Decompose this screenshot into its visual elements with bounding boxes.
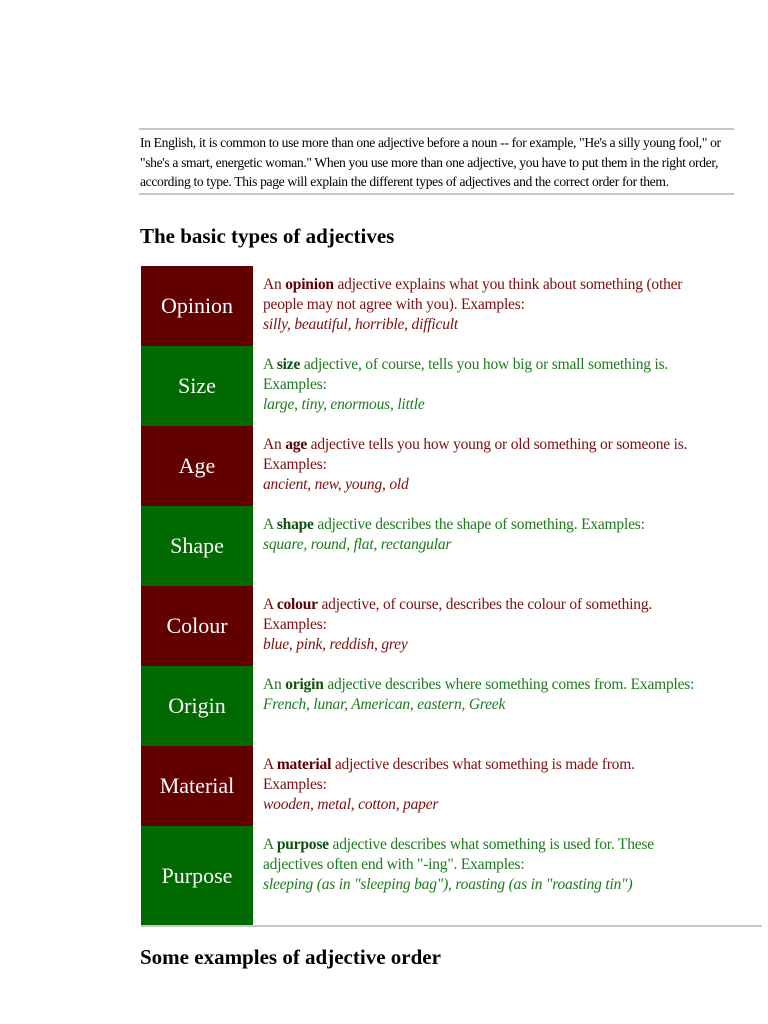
type-keyword: purpose [276,836,329,853]
description-prefix: An [263,436,286,453]
type-label-cell: Size [141,346,253,426]
description-text: adjective, of course, tells you how big or small something is. Examples: [263,356,669,393]
examples-text: blue, pink, reddish, grey [263,636,408,653]
type-keyword: material [276,756,332,773]
description-text: adjective describes where something comes from. Examples: [323,676,695,693]
description-text: adjective describes what something is made from. Examples: [263,756,635,793]
table-row-origin [141,666,762,746]
table-row-purpose [141,826,762,925]
type-description-cell [253,826,762,925]
type-description-cell [253,586,762,666]
type-label-cell: Shape [141,506,253,586]
description-prefix: A [263,356,277,373]
examples-text: sleeping (as in "sleeping bag"), roasting (as in "roasting tin") [263,876,633,893]
section-heading-examples: Some examples of adjective order [140,945,441,969]
table-row-material [141,746,762,826]
description-prefix: A [263,516,277,533]
description-text: adjective, of course, describes the colour of something. Examples: [263,596,653,633]
examples-text: ancient, new, young, old [263,476,409,493]
type-keyword: opinion [285,276,334,293]
description-text: adjective describes the shape of something. Examples: [313,516,645,533]
type-label-cell: Age [141,426,253,506]
description-prefix: A [263,756,277,773]
description-prefix: A [263,596,277,613]
type-description-cell [253,346,762,426]
description-text: adjective explains what you think about something (other people may not agree with you). Examples: [263,276,683,313]
type-description-cell [253,666,762,746]
examples-text: square, round, flat, rectangular [263,536,452,553]
type-keyword: origin [285,676,324,693]
description-text: adjective describes what something is used for. These adjectives often end with "-ing". Examples: [263,836,654,873]
type-description-cell [253,746,762,826]
type-label-cell: Purpose [141,826,253,925]
table-row-age [141,426,762,506]
examples-text: large, tiny, enormous, little [263,396,425,413]
table-row-shape [141,506,762,586]
type-keyword: age [285,436,307,453]
type-description-cell [253,426,762,506]
adjective-types-table [141,266,762,927]
type-label-cell: Colour [141,586,253,666]
type-label-cell: Origin [141,666,253,746]
table-row-opinion [141,266,762,346]
description-prefix: An [263,276,286,293]
type-keyword: size [276,356,301,373]
examples-text: French, lunar, American, eastern, Greek [263,696,506,713]
examples-text: wooden, metal, cotton, paper [263,796,439,813]
type-keyword: shape [276,516,314,533]
type-label-cell: Material [141,746,253,826]
section-heading-basic-types: The basic types of adjectives [140,224,395,248]
table-row-colour [141,586,762,666]
type-label-cell: Opinion [141,266,253,346]
table-row-size [141,346,762,426]
type-description-cell [253,266,762,346]
intro-text: In English, it is common to use more than one adjective before a noun -- for example, "He's a silly young fool," or "she's a smart, energetic woman." When you use more than one adjective, you have to put them in the right order, according to type. This page will explain the different types of adjectives and the correct order for them. [140,135,721,189]
examples-text: silly, beautiful, horrible, difficult [263,316,458,333]
description-prefix: An [263,676,286,693]
description-prefix: A [263,836,277,853]
type-description-cell [253,506,762,586]
description-text: adjective tells you how young or old something or someone is. Examples: [263,436,688,473]
type-keyword: colour [276,596,318,613]
intro-paragraph [139,128,734,195]
